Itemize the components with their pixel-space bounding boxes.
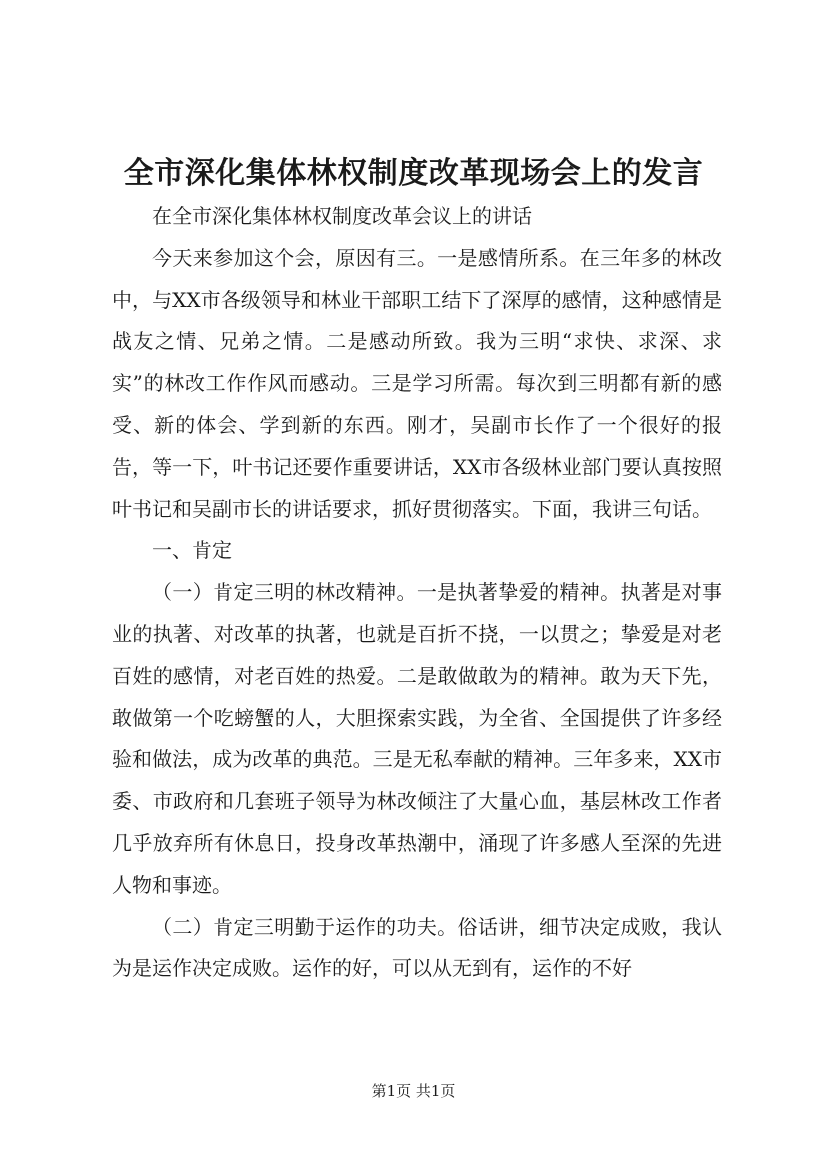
subtitle-paragraph: 在全市深化集体林权制度改革会议上的讲话 bbox=[152, 204, 532, 228]
intro-paragraph: 今天来参加这个会，原因有三。一是感情所系。在三年多的林改中，与XX市各级领导和林业干部职工结下了深厚的感情，这种感情是战友之情、兄弟之情。二是感动所致。我为三明“求快、求深、求实”的林改工作作风而感动。三是学习所需。每次到三明都有新的感受、新的体会、学到新的东西。刚才，吴副市长作了一个很好的报告，等一下，叶书记还要作重要讲话，XX市各级林业部门要认真按照叶书记和吴副市长的讲话要求，抓好贯彻落实。下面，我讲三句话。 bbox=[112, 245, 722, 521]
section-paragraph-1: （一）肯定三明的林改精神。一是执著挚爱的精神。执著是对事业的执著、对改革的执著，也就是百折不挠，一以贯之；挚爱是对老百姓的感情，对老百姓的热爱。二是敢做敢为的精神。敢为天下先，敢做第一个吃螃蟹的人，大胆探索实践，为全省、全国提供了许多经验和做法，成为改革的典范。三是无私奉献的精神。三年多来，XX市委、市政府和几套班子领导为林改倾注了大量心血，基层林改工作者几乎放弃所有休息日，投身改革热潮中，涌现了许多感人至深的先进人物和事迹。 bbox=[112, 580, 722, 897]
document-body bbox=[112, 196, 722, 990]
document-title: 全市深化集体林权制度改革现场会上的发言 bbox=[123, 156, 704, 191]
page-footer: 第1页 共1页 bbox=[371, 1082, 456, 1100]
section-paragraph-2: （二）肯定三明勤于运作的功夫。俗话讲，细节决定成败，我认为是运作决定成败。运作的好，可以从无到有，运作的不好 bbox=[112, 914, 722, 981]
section-heading: 一、肯定 bbox=[152, 538, 232, 563]
